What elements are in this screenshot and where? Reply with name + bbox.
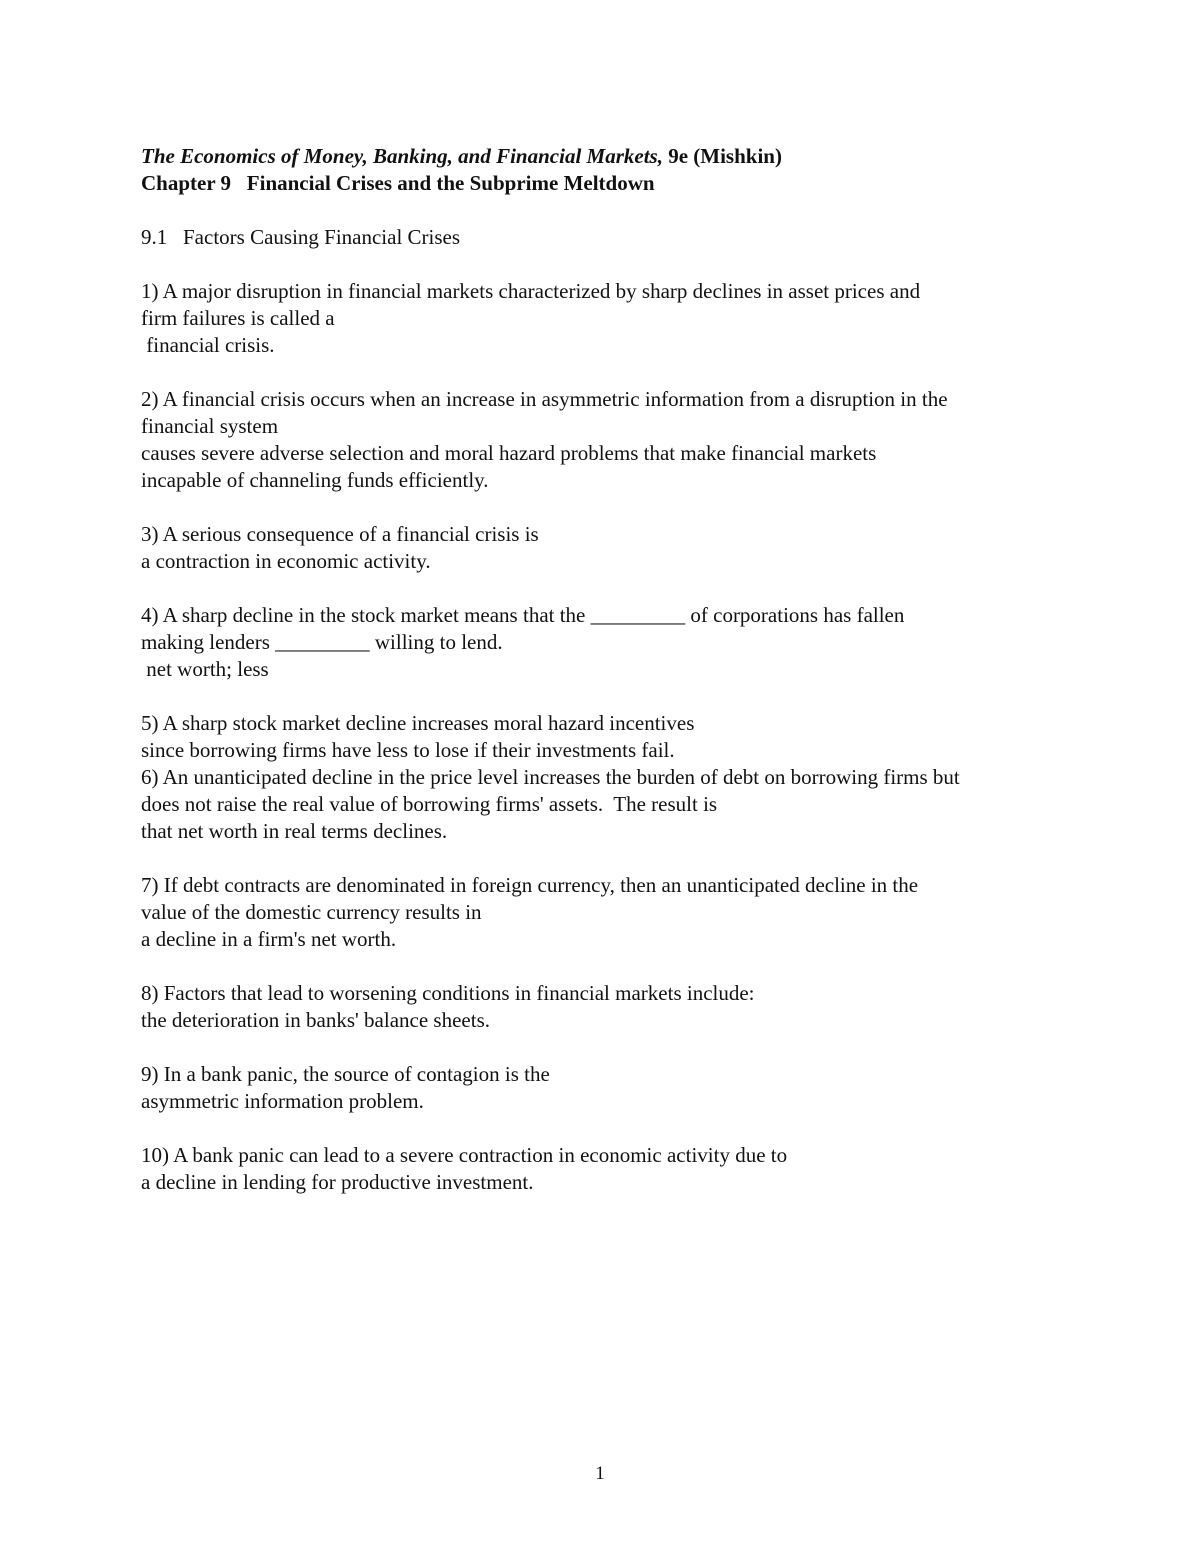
question-line: 4) A sharp decline in the stock market means that the _________ of corporations has fallen	[141, 603, 905, 627]
section-heading: 9.1 Factors Causing Financial Crises	[141, 225, 461, 249]
question-line: 2) A financial crisis occurs when an increase in asymmetric information from a disruption in the	[141, 387, 948, 411]
book-title: The Economics of Money, Banking, and Financial Markets,	[141, 144, 663, 168]
spacer	[141, 845, 1101, 872]
question-line: 7) If debt contracts are denominated in foreign currency, then an unanticipated decline in the	[141, 873, 919, 897]
question-line: 9) In a bank panic, the source of contagion is the	[141, 1062, 550, 1086]
spacer	[141, 953, 1101, 980]
question-8	[141, 980, 1101, 1034]
question-4	[141, 602, 1101, 683]
question-line: 5) A sharp stock market decline increases moral hazard incentives	[141, 711, 695, 735]
question-10	[141, 1142, 1101, 1196]
question-line: financial system	[141, 414, 279, 438]
document-body	[141, 143, 1101, 1196]
question-line: making lenders _________ willing to lend.	[141, 630, 503, 654]
chapter-title: Chapter 9 Financial Crises and the Subprime Meltdown	[141, 171, 655, 195]
book-title-line	[141, 143, 1101, 170]
question-line: does not raise the real value of borrowing firms' assets. The result is	[141, 792, 718, 816]
question-2	[141, 386, 1101, 494]
answer-line: net worth; less	[141, 657, 269, 681]
question-line: firm failures is called a	[141, 306, 335, 330]
spacer	[141, 251, 1101, 278]
question-line: 1) A major disruption in financial markets characterized by sharp declines in asset prices and	[141, 279, 921, 303]
question-line: value of the domestic currency results in	[141, 900, 482, 924]
answer-line: since borrowing firms have less to lose if their investments fail.	[141, 738, 675, 762]
answer-line: the deterioration in banks' balance sheets.	[141, 1008, 490, 1032]
answer-line: asymmetric information problem.	[141, 1089, 424, 1113]
spacer	[141, 197, 1101, 224]
question-1	[141, 278, 1101, 359]
answer-line: causes severe adverse selection and moral hazard problems that make financial markets	[141, 441, 877, 465]
question-9	[141, 1061, 1101, 1115]
spacer	[141, 1115, 1101, 1142]
answer-line: a decline in lending for productive investment.	[141, 1170, 534, 1194]
answer-line: incapable of channeling funds efficiently.	[141, 468, 489, 492]
question-line: 3) A serious consequence of a financial crisis is	[141, 522, 539, 546]
question-5-6	[141, 710, 1101, 845]
page-number: 1	[595, 1463, 605, 1484]
spacer	[141, 683, 1101, 710]
spacer	[141, 359, 1101, 386]
question-line: 10) A bank panic can lead to a severe contraction in economic activity due to	[141, 1143, 788, 1167]
answer-line: financial crisis.	[141, 333, 275, 357]
question-line: 6) An unanticipated decline in the price level increases the burden of debt on borrowing firms but	[141, 765, 960, 789]
spacer	[141, 575, 1101, 602]
question-7	[141, 872, 1101, 953]
answer-line: a contraction in economic activity.	[141, 549, 431, 573]
book-edition: 9e (Mishkin)	[662, 144, 782, 168]
spacer	[141, 494, 1101, 521]
answer-line: a decline in a firm's net worth.	[141, 927, 397, 951]
question-line: 8) Factors that lead to worsening conditions in financial markets include:	[141, 981, 755, 1005]
spacer	[141, 1034, 1101, 1061]
answer-line: that net worth in real terms declines.	[141, 819, 448, 843]
question-3	[141, 521, 1101, 575]
